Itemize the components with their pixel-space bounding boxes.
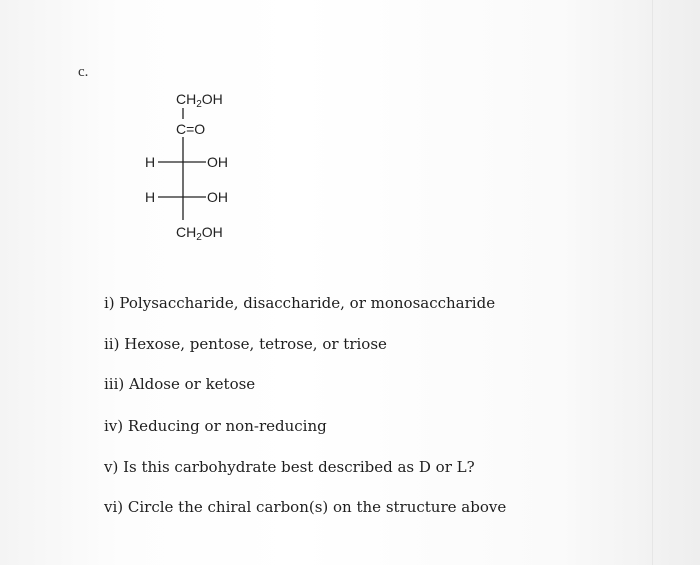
top-ch2oh-group: $CH_2OH$ (176, 91, 223, 110)
question-ii: ii) Hexose, pentose, tetrose, or triose (104, 335, 387, 353)
question-v: v) Is this carbohydrate best described as D or L? (104, 458, 475, 476)
row1-h-atom: H (145, 154, 156, 170)
part-label: c. (78, 64, 89, 80)
question-iii: iii) Aldose or ketose (104, 375, 256, 393)
row2-h-atom: H (145, 189, 156, 205)
row2-oh-group: OH (207, 189, 228, 205)
row1-oh-group: OH (207, 154, 228, 170)
carbonyl-group: C=O (176, 121, 206, 137)
question-vi: vi) Circle the chiral carbon(s) on the structure above (104, 498, 507, 516)
bottom-ch2oh-group: $CH_2OH$ (176, 224, 223, 243)
question-i: i) Polysaccharide, disaccharide, or monosaccharide (104, 294, 496, 312)
question-iv: iv) Reducing or non-reducing (104, 417, 327, 435)
